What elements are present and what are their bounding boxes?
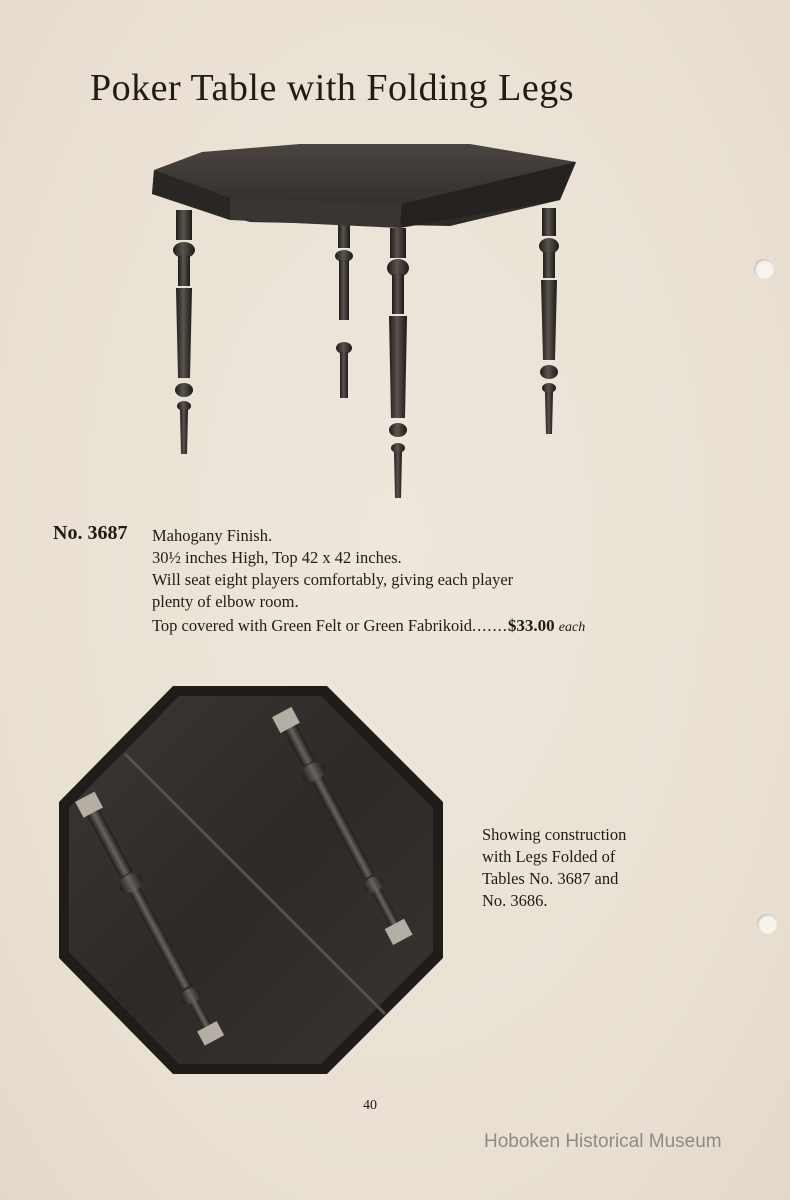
model-number: No. 3687 (53, 522, 128, 544)
price-unit: each (558, 620, 586, 635)
caption-line: Showing construction (482, 825, 627, 844)
table-photo-folded-legs (55, 682, 447, 1078)
caption-line: No. 3686. (482, 891, 548, 910)
binder-hole-lower (757, 914, 777, 934)
price: $33.00 (507, 616, 555, 635)
product-description (152, 525, 712, 639)
price-line (152, 615, 712, 639)
caption-line: Tables No. 3687 and (482, 869, 619, 888)
table-leg-back-left (335, 218, 353, 398)
page-number: 40 (363, 1098, 377, 1113)
description-line: 30½ inches High, Top 42 x 42 inches. (152, 548, 402, 567)
caption-line: with Legs Folded of (482, 847, 616, 866)
description-line: Mahogany Finish. (152, 526, 273, 545)
description-line: plenty of elbow room. (152, 592, 299, 611)
binder-hole-upper (754, 259, 774, 279)
page-title: Poker Table with Folding Legs (90, 67, 574, 109)
price-leader: ....... (472, 616, 508, 635)
photo-caption (482, 824, 672, 912)
table-photo-upright (140, 138, 590, 508)
museum-watermark: Hoboken Historical Museum (484, 1131, 722, 1152)
description-line: Will seat eight players comfortably, giving each player (152, 570, 514, 589)
top-covering-text: Top covered with Green Felt or Green Fabrikoid (152, 616, 473, 635)
